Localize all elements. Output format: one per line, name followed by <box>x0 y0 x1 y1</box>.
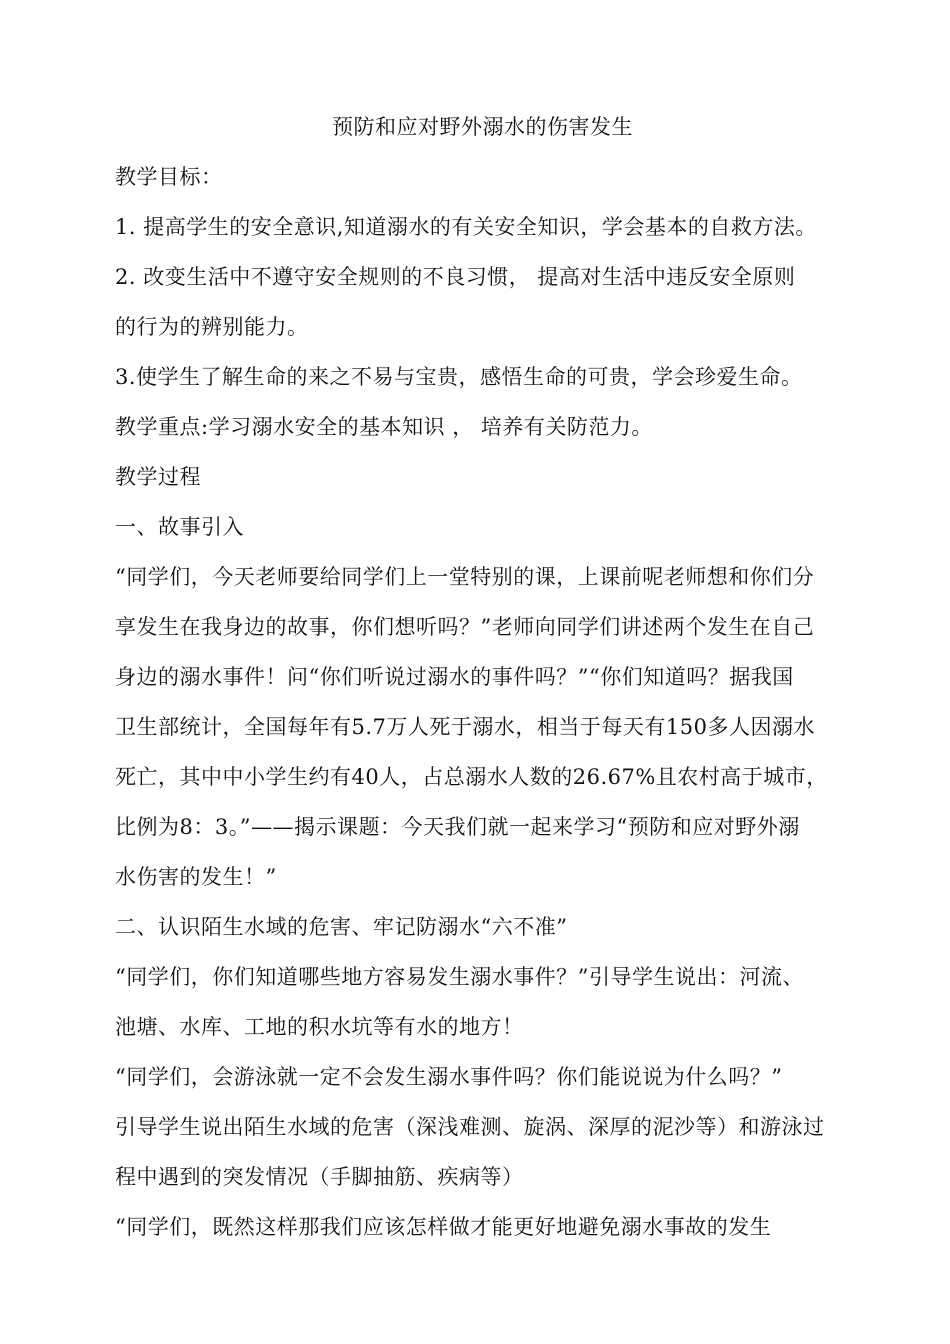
text-line-objective-3: 3.使学生了解生命的来之不易与宝贵，感悟生命的可贵，学会珍爱生命。 <box>115 365 803 389</box>
text-line-section-2-para-1: “同学们，你们知道哪些地方容易发生溺水事件？”引导学生说出：河流、 <box>115 965 804 989</box>
text-line-story-3: 身边的溺水事件！问“你们听说过溺水的事件吗？”“你们知道吗？据我国 <box>115 665 794 689</box>
text-line-story-4: 卫生部统计，全国每年有5.7万人死于溺水，相当于每天有150多人因溺水 <box>115 715 815 739</box>
text-line-story-5: 死亡，其中中小学生约有40人，占总溺水人数的26.67%且农村高于城市， <box>115 765 828 789</box>
text-line-section-2-para-1-cont: 池塘、水库、工地的积水坑等有水的地方！ <box>115 1015 524 1039</box>
text-line-section-2-para-2-cont-2: 程中遇到的突发情况（手脚抽筋、疾病等） <box>115 1165 524 1189</box>
text-line-objective-2: 2. 改变生活中不遵守安全规则的不良习惯， 提高对生活中违反安全原则 <box>115 265 796 289</box>
text-line-story-2: 享发生在我身边的故事，你们想听吗？”老师向同学们讲述两个发生在自己 <box>115 615 815 639</box>
text-line-process-heading: 教学过程 <box>115 465 201 489</box>
page-title: 预防和应对野外溺水的伤害发生 <box>332 115 633 139</box>
text-line-story-6: 比例为8：3。”——揭示课题：今天我们就一起来学习“预防和应对野外溺 <box>115 815 800 839</box>
text-line-section-2-heading: 二、认识陌生水域的危害、牢记防溺水“六不准” <box>115 915 568 939</box>
text-line-objective-1: 1. 提高学生的安全意识,知道溺水的有关安全知识，学会基本的自救方法。 <box>115 215 817 239</box>
text-line-section-1-heading: 一、故事引入 <box>115 515 244 539</box>
text-line-key-points: 教学重点:学习溺水安全的基本知识 ， 培养有关防范力。 <box>115 415 653 439</box>
text-line-section-2-para-2: “同学们，会游泳就一定不会发生溺水事件吗？你们能说说为什么吗？” <box>115 1065 783 1089</box>
text-line-objective-2-cont: 的行为的辨别能力。 <box>115 315 309 339</box>
text-line-section-2-para-2-cont-1: 引导学生说出陌生水域的危害（深浅难测、旋涡、深厚的泥沙等）和游泳过 <box>115 1115 825 1139</box>
text-line-objectives-heading: 教学目标： <box>115 165 223 189</box>
text-line-story-7: 水伤害的发生！” <box>115 865 277 889</box>
text-line-section-2-para-3: “同学们，既然这样那我们应该怎样做才能更好地避免溺水事故的发生 <box>115 1215 772 1239</box>
text-line-story-1: “同学们，今天老师要给同学们上一堂特别的课，上课前呢老师想和你们分 <box>115 565 815 589</box>
